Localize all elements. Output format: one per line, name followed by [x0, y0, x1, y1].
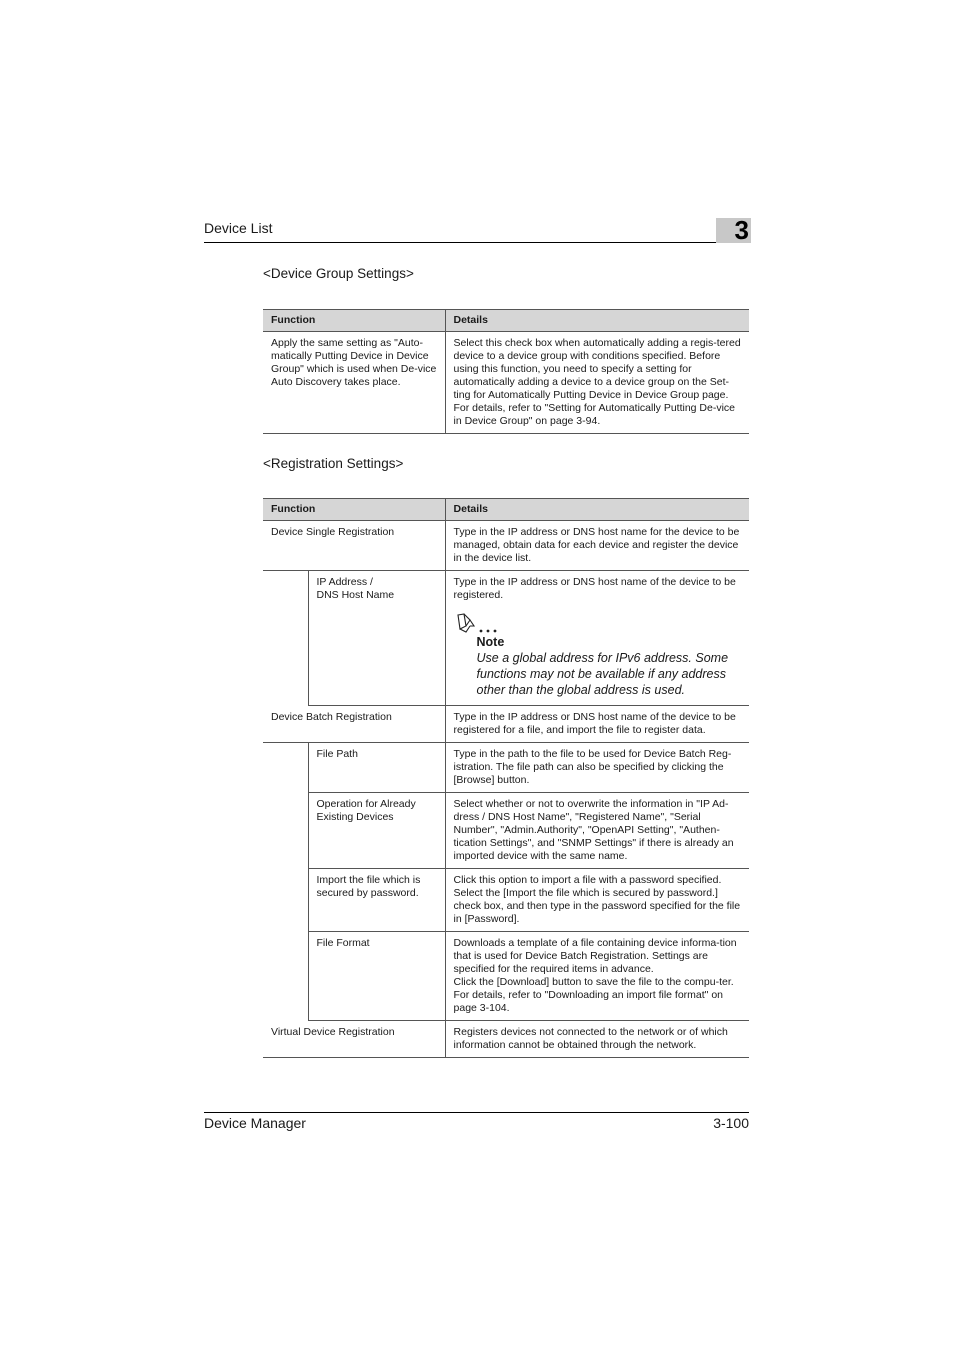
column-header-function: Function [263, 499, 445, 521]
details-cell: Select whether or not to overwrite the information in "IP Ad-dress / DNS Host Name", "Registered Name", "Serial Number", "Admin.Authority", "OpenAPI Setting", "Authen-tication Settings", and "SNMP Settings" if there is already an imported device with the same name. [445, 793, 749, 869]
table-row [263, 521, 749, 571]
section-title-device-group-settings: <Device Group Settings> [263, 266, 414, 281]
chapter-number-badge: 3 [716, 218, 751, 243]
table-row [263, 932, 749, 1021]
details-cell: Click this option to import a file with a password specified. Select the [Import the file which is secured by password.] check box, and then type in the password specified for the file in [Password]. [445, 869, 749, 932]
section-title-registration-settings: <Registration Settings> [263, 456, 404, 471]
function-cell: Import the file which is secured by password. [308, 869, 445, 932]
details-cell: Type in the IP address or DNS host name of the device to be registered for a file, and import the file to register data. [445, 706, 749, 743]
table-row [263, 793, 749, 869]
note-pencil-icon [454, 612, 742, 634]
details-cell [445, 571, 749, 706]
indent-spacer [263, 793, 308, 869]
column-header-details: Details [445, 499, 749, 521]
indent-spacer [263, 743, 308, 793]
column-header-details: Details [445, 310, 749, 332]
table-row [263, 332, 749, 434]
table-row [263, 1021, 749, 1058]
running-header-title: Device List [204, 220, 273, 236]
indent-spacer [263, 869, 308, 932]
table-row [263, 706, 749, 743]
column-header-function: Function [263, 310, 445, 332]
table-header-row [263, 499, 749, 521]
details-cell: Type in the path to the file to be used for Device Batch Reg-istration. The file path can also be specified by clicking the [Browse] button. [445, 743, 749, 793]
details-cell: Select this check box when automatically adding a regis-tered device to a device group with conditions specified. Before using this function, you need to specify a setting for automatically adding a device to a device group on the Set-ting for Automatically Putting Device in Device Group page. For details, refer to "Setting for Automatically Putting De-vice in Device Group" on page 3-94. [445, 332, 749, 434]
registration-settings-table [263, 498, 749, 1058]
footer-title: Device Manager [204, 1115, 306, 1131]
function-cell: File Path [308, 743, 445, 793]
function-cell: IP Address / DNS Host Name [308, 571, 445, 706]
device-group-settings-table [263, 309, 749, 434]
indent-spacer [263, 571, 308, 706]
function-cell: Apply the same setting as "Auto-matically Putting Device in Device Group" which is used when De-vice Auto Discovery takes place. [263, 332, 445, 434]
page-number: 3-100 [713, 1115, 749, 1131]
function-cell: Operation for Already Existing Devices [308, 793, 445, 869]
note-text: Use a global address for IPv6 address. Some functions may not be available if any address other than the global address is used. [476, 651, 729, 697]
details-cell: Downloads a template of a file containing device informa-tion that is used for Device Batch Registration. Settings are specified for the required items in advance. Click the [Download] button to save the file to the compu-ter. For details, refer to "Downloading an import file format" on page 3-104. [445, 932, 749, 1021]
footer-rule [204, 1112, 749, 1113]
indent-spacer [263, 932, 308, 1021]
function-cell: Device Batch Registration [263, 706, 445, 743]
table-row [263, 743, 749, 793]
table-row [263, 571, 749, 706]
details-text: Type in the IP address or DNS host name of the device to be registered. [453, 576, 736, 601]
details-cell: Registers devices not connected to the network or of which information cannot be obtained through the network. [445, 1021, 749, 1058]
table-header-row [263, 310, 749, 332]
table-row [263, 869, 749, 932]
details-cell: Type in the IP address or DNS host name for the device to be managed, obtain data for each device and register the device in the device list. [445, 521, 749, 571]
note-label: Note [476, 635, 505, 649]
function-cell: Device Single Registration [263, 521, 445, 571]
function-cell: Virtual Device Registration [263, 1021, 445, 1058]
function-cell: File Format [308, 932, 445, 1021]
header-rule [204, 242, 716, 243]
